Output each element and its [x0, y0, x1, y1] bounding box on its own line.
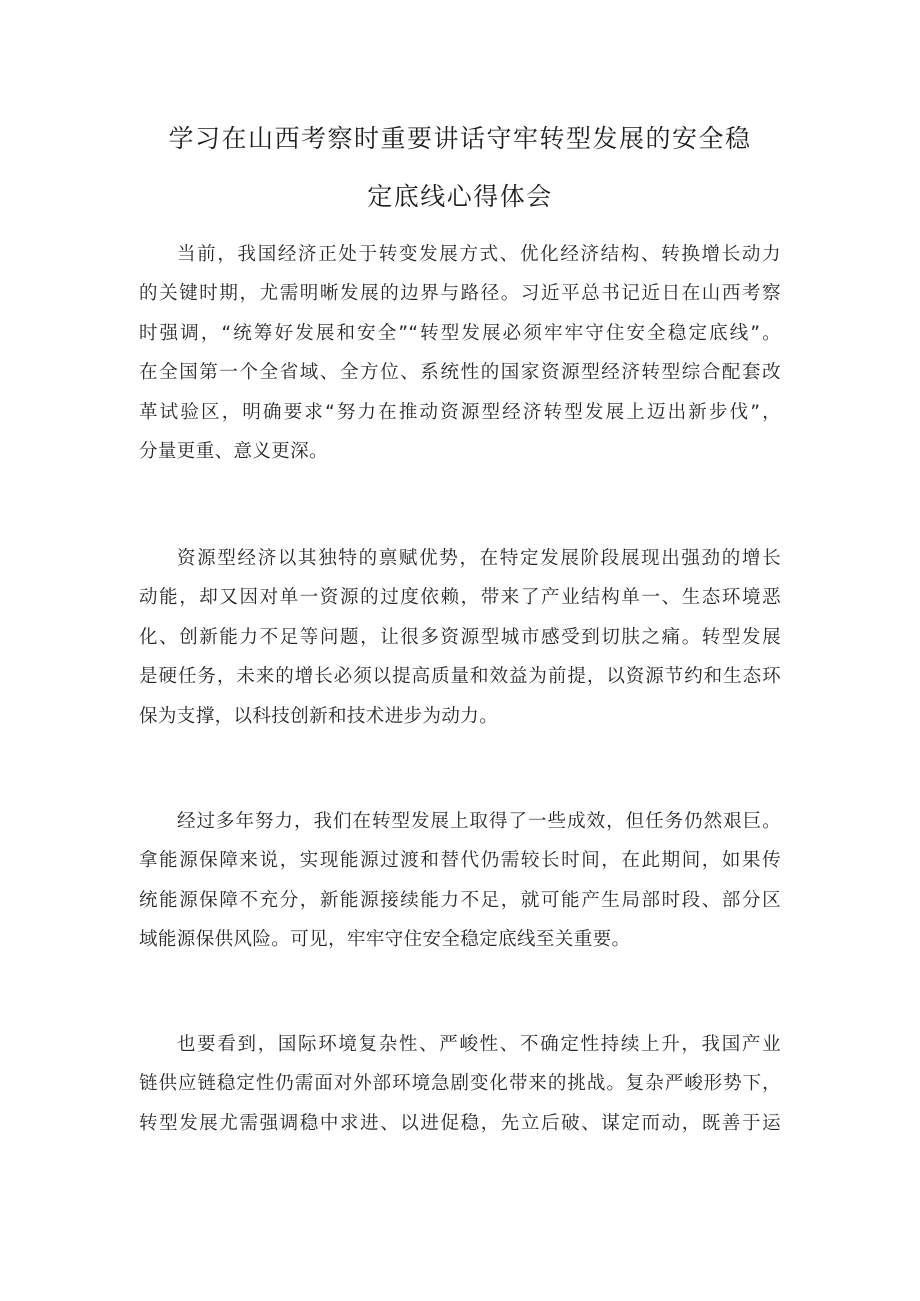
paragraph-line: 时强调，“统筹好发展和安全”“转型发展必须牢牢守住安全稳定底线”。 — [139, 322, 781, 344]
paragraph-line: 经过多年努力，我们在转型发展上取得了一些成效，但任务仍然艰巨。 — [177, 811, 781, 832]
paragraph-line: 是硬任务，未来的增长必须以提高质量和效益为前提，以资源节约和生态环 — [139, 666, 781, 688]
document-title — [140, 110, 780, 226]
paragraph-line: 在全国第一个全省域、全方位、系统性的国家资源型经济转型综合配套改 — [139, 362, 781, 384]
paragraph-3 — [139, 802, 781, 960]
paragraph-line: 动能，却又因对单一资源的过度依赖，带来了产业结构单一、生态环境恶 — [139, 587, 781, 609]
paragraph-line: 分量更重、意义更深。 — [139, 441, 329, 463]
paragraph-line: 保为支撑，以科技创新和技术进步为动力。 — [139, 705, 499, 727]
paragraph-line: 资源型经济以其独特的禀赋优势，在特定发展阶段展现出强劲的增长 — [177, 548, 781, 569]
paragraph-line: 转型发展尤需强调稳中求进、以进促稳，先立后破、谋定而动，既善于运 — [139, 1112, 781, 1134]
paragraph-line: 拿能源保障来说，实现能源过渡和替代仍需较长时间，在此期间，如果传 — [139, 850, 781, 872]
paragraph-line: 也要看到，国际环境复杂性、严峻性、不确定性持续上升，我国产业 — [177, 1034, 781, 1055]
paragraph-line: 链供应链稳定性仍需面对外部环境急剧变化带来的挑战。复杂严峻形势下， — [139, 1073, 781, 1095]
paragraph-4 — [139, 1025, 781, 1143]
title-line-1: 学习在山西考察时重要讲话守牢转型发展的安全稳 — [168, 124, 752, 153]
paragraph-line: 统能源保障不充分，新能源接续能力不足，就可能产生局部时段、部分区 — [139, 889, 781, 911]
paragraph-1 — [139, 235, 781, 471]
paragraph-line: 的关键时期，尤需明晰发展的边界与路径。习近平总书记近日在山西考察 — [139, 283, 781, 305]
title-line-2: 定底线心得体会 — [367, 182, 553, 211]
paragraph-line: 革试验区，明确要求“努力在推动资源型经济转型发展上迈出新步伐”， — [139, 401, 781, 423]
paragraph-2 — [139, 539, 781, 736]
paragraph-line: 域能源保供风险。可见，牢牢守住安全稳定底线至关重要。 — [139, 929, 631, 951]
paragraph-line: 当前，我国经济正处于转变发展方式、优化经济结构、转换增长动力 — [177, 244, 781, 265]
paragraph-line: 化、创新能力不足等问题，让很多资源型城市感受到切肤之痛。转型发展 — [139, 626, 781, 648]
